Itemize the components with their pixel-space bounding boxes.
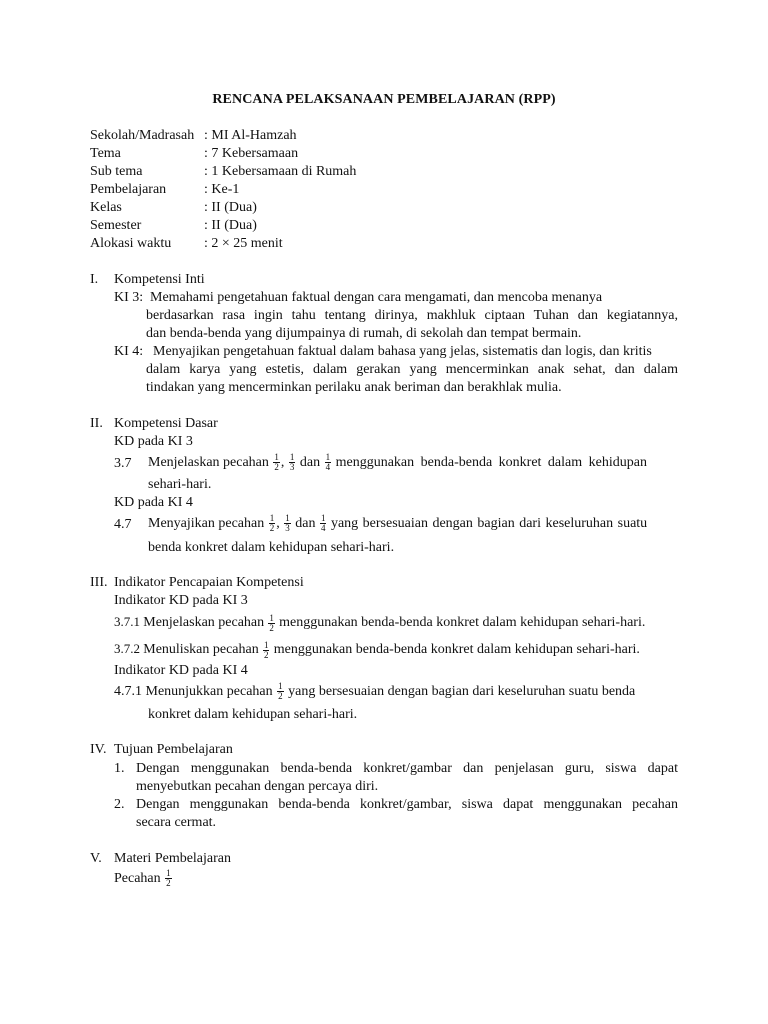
section-heading: Kompetensi Inti <box>114 272 205 287</box>
kd4-heading: KD pada KI 4 <box>114 495 193 510</box>
ki4-text-line: Menyajikan pengetahuan faktual dalam bahasa yang jelas, sistematis dan logis, dan kritis <box>153 344 652 359</box>
kd3-heading: KD pada KI 3 <box>114 434 193 449</box>
fraction-one-half: $\frac{1}{2}$ <box>263 639 269 660</box>
identity-label: Tema <box>90 146 121 161</box>
indikator-471-line-2: konkret dalam kehidupan sehari-hari. <box>148 707 358 722</box>
tujuan-text-line: Dengan menggunakan benda-benda konkret/gambar dan penjelasan guru, siswa dapat <box>136 761 678 776</box>
identity-value: : 1 Kebersamaan di Rumah <box>204 164 357 179</box>
tujuan-text-line: Dengan menggunakan benda-benda konkret/gambar, siswa dapat menggunakan pecahan <box>136 797 678 812</box>
fraction-one-half: $\frac{1}{2}$ <box>269 612 274 633</box>
fraction-one-third: $\frac{1}{3}$ <box>285 513 290 534</box>
identity-value: : 2 × 25 menit <box>204 236 283 251</box>
identity-label: Pembelajaran <box>90 182 167 197</box>
identity-value: : II (Dua) <box>204 218 257 233</box>
ki3-label: KI 3: <box>114 290 144 305</box>
identity-label: Sekolah/Madrasah <box>90 128 195 143</box>
section-heading: Tujuan Pembelajaran <box>114 742 233 757</box>
kd47-line: Menyajikan pecahan $\frac{1}{2}$ , $\frac{1}{3}$ dan $\frac{1}{4}$ yang bersesuaian dengan bagian dari keseluruhan suatu <box>148 513 648 534</box>
fraction-one-quarter: $\frac{1}{4}$ <box>325 452 331 473</box>
indikator-371-line: 3.7.1 Menjelaskan pecahan $\frac{1}{2}$ menggunakan benda-benda konkret dalam kehidupan sehari-hari. <box>114 612 646 633</box>
document-title: RENCANA PELAKSANAAN PEMBELAJARAN (RPP) <box>212 92 556 107</box>
kd37-line: Menjelaskan pecahan $\frac{1}{2}$ , $\frac{1}{3}$ dan $\frac{1}{4}$ menggunakan benda-benda konkret dalam kehidupan <box>148 452 647 473</box>
section-number: I. <box>90 272 99 287</box>
identity-value: : Ke-1 <box>204 182 240 197</box>
ki3-text-line: dan benda-benda yang dijumpainya di rumah, di sekolah dan tempat bermain. <box>146 326 582 341</box>
materi-item: Pecahan $\frac{1}{2}$ <box>114 868 171 889</box>
ki3-text-line: berdasarkan rasa ingin tahu tentang dirinya, makhluk ciptaan Tuhan dan kegiatannya, <box>146 308 678 323</box>
indikator-471-line: 4.7.1 Menunjukkan pecahan $\frac{1}{2}$ yang bersesuaian dengan bagian dari keseluruhan suatu benda <box>114 681 636 702</box>
section-number: IV. <box>90 742 107 757</box>
indikator-ki3-heading: Indikator KD pada KI 3 <box>114 593 248 608</box>
ki3-text-line: Memahami pengetahuan faktual dengan cara mengamati, dan mencoba menanya <box>150 290 603 305</box>
ki4-label: KI 4: <box>114 344 144 359</box>
fraction-one-half: $\frac{1}{2}$ <box>278 681 283 702</box>
kd47-text: Menyajikan pecahan <box>148 516 265 531</box>
section-number: II. <box>90 416 103 431</box>
fraction-one-quarter: $\frac{1}{4}$ <box>320 513 326 534</box>
identity-label: Alokasi waktu <box>90 236 172 251</box>
section-heading: Kompetensi Dasar <box>114 416 218 431</box>
identity-label: Kelas <box>90 200 122 215</box>
identity-value: : II (Dua) <box>204 200 257 215</box>
ki4-text-line: dalam karya yang estetis, dalam gerakan yang mencerminkan anak sehat, dan dalam <box>146 362 678 377</box>
fraction-one-third: $\frac{1}{3}$ <box>289 452 295 473</box>
identity-label: Semester <box>90 218 142 233</box>
section-number: V. <box>90 851 102 866</box>
section-heading: Materi Pembelajaran <box>114 851 232 866</box>
kd37-text: Menjelaskan pecahan <box>148 455 269 470</box>
ki4-text-line: tindakan yang mencerminkan perilaku anak beriman dan berakhlak mulia. <box>146 380 562 395</box>
tujuan-text-line: secara cermat. <box>136 815 217 830</box>
kd37-number: 3.7 <box>114 456 132 471</box>
section-number: III. <box>90 575 108 590</box>
fraction-one-half: $\frac{1}{2}$ <box>166 868 171 889</box>
kd37-line-2: sehari-hari. <box>148 477 212 492</box>
indikator-ki4-heading: Indikator KD pada KI 4 <box>114 663 248 678</box>
kd47-line-2: benda konkret dalam kehidupan sehari-hari. <box>148 540 395 555</box>
indikator-372-line: 3.7.2 Menuliskan pecahan $\frac{1}{2}$ menggunakan benda-benda konkret dalam kehidupan sehari-hari. <box>114 639 640 660</box>
section-heading: Indikator Pencapaian Kompetensi <box>114 575 304 590</box>
fraction-one-half: $\frac{1}{2}$ <box>274 452 279 473</box>
identity-label: Sub tema <box>90 164 143 179</box>
identity-value: : MI Al-Hamzah <box>204 128 297 143</box>
kd47-number: 4.7 <box>114 517 132 532</box>
identity-value: : 7 Kebersamaan <box>204 146 299 161</box>
tujuan-number: 2. <box>114 797 125 812</box>
fraction-one-half: $\frac{1}{2}$ <box>269 513 275 534</box>
tujuan-number: 1. <box>114 761 125 776</box>
tujuan-text-line: menyebutkan pecahan dengan percaya diri. <box>136 779 379 794</box>
